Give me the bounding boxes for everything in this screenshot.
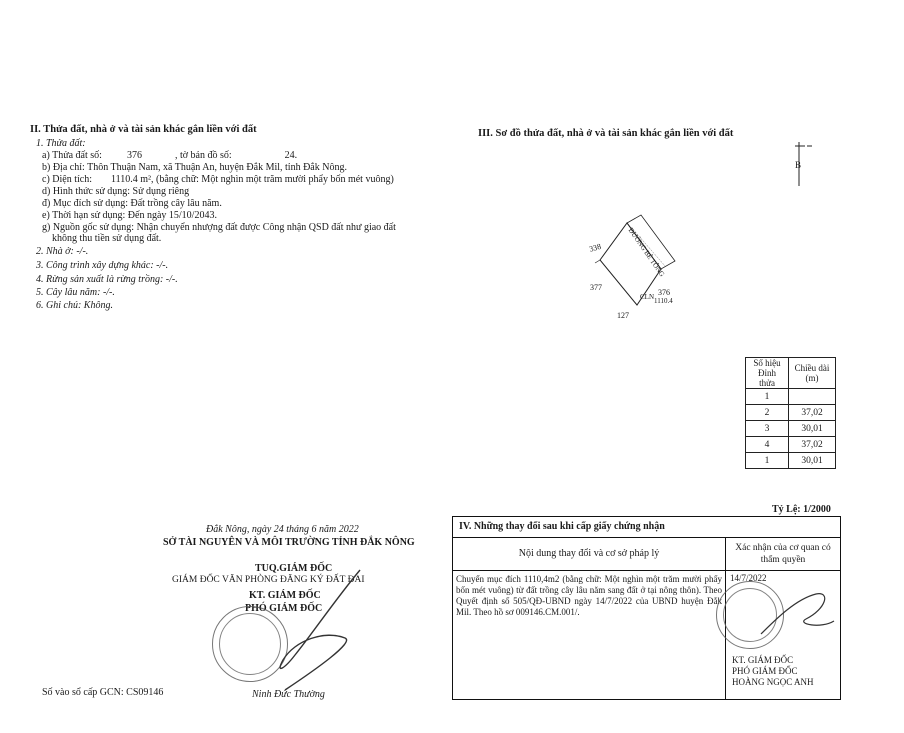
length-cell [789, 389, 836, 405]
signer-name: Ninh Đức Thường [252, 689, 325, 700]
signer-line-3: KT. GIÁM ĐỐC [249, 590, 321, 601]
column-authority-confirmation: Xác nhận của cơ quan có thẩm quyền [735, 543, 831, 565]
vertex-cell: 2 [746, 405, 789, 421]
scale-label: Tỷ Lệ: 1/2000 [772, 504, 831, 515]
usage-purpose-line: đ) Mục đích sử dụng: Đất trồng cây lâu năm. [42, 198, 222, 209]
table-row [746, 421, 836, 437]
table-row [746, 405, 836, 421]
forest-item: 4. Rừng sản xuất là rừng trồng: -/-. [36, 274, 178, 285]
length-cell: 37,02 [789, 405, 836, 421]
area-line [42, 174, 394, 185]
perennial-item: 5. Cây lâu năm: -/-. [36, 287, 115, 298]
header-length: Chiều dài (m) [789, 358, 836, 389]
signer-line-2: GIÁM ĐỐC VĂN PHÒNG ĐĂNG KÝ ĐẤT ĐAI [172, 575, 365, 585]
section-4-body [453, 571, 840, 699]
issuing-authority: SỞ TÀI NGUYÊN VÀ MÔI TRƯỜNG TỈNH ĐẮK NÔNG [163, 537, 415, 548]
issue-date: Đắk Nông, ngày 24 tháng 6 năm 2022 [206, 524, 359, 535]
edge-table-header [746, 358, 836, 389]
section-4-columns [453, 538, 840, 571]
table-row [746, 389, 836, 405]
length-cell: 30,01 [789, 421, 836, 437]
neighbor-line [595, 260, 600, 263]
parcel-number: 376 [126, 150, 142, 161]
parcel-number-line [42, 150, 297, 161]
label-parcel-376: 376 [658, 288, 670, 297]
section-4-title: IV. Những thay đổi sau khi cấp giấy chứng nhận [453, 517, 840, 538]
usage-form-line: d) Hình thức sử dụng: Sử dụng riêng [42, 186, 190, 197]
label-cln: CLN [640, 293, 654, 301]
parcel-number-label: a) Thửa đất số: [42, 150, 102, 161]
usage-term-line: e) Thời hạn sử dụng: Đến ngày 15/10/2043. [42, 210, 217, 221]
right-signer-line-1: KT. GIÁM ĐỐC [732, 655, 794, 665]
change-content-text: Chuyển mục đích 1110,4m2 (bằng chữ: Một nghìn một trăm mười phẩy bốn mét vuông) từ đất trồng cây lâu năm sang đất ở tại nông thôn). Theo Quyết định số 505/QĐ-UBND ngày 14/7/2022 của UBND huyện Đắk Mil. Theo hồ sơ 009146.CM.001/. [453, 571, 726, 699]
signer-line-1: TUQ.GIÁM ĐỐC [255, 563, 333, 574]
length-cell: 30,01 [789, 453, 836, 469]
parcel-diagram-svg [585, 205, 705, 325]
table-row [746, 453, 836, 469]
label-338: 338 [588, 241, 603, 254]
area-value: 1110.4 m², (bằng chữ: Một nghìn một trăm mười phẩy bốn mét vuông) [110, 174, 394, 185]
edge-table [745, 357, 836, 469]
vertex-cell: 1 [746, 453, 789, 469]
road-label: ĐƯỜNG BÊ TÔNG [626, 226, 667, 279]
signer-line-4: PHÓ GIÁM ĐỐC [245, 603, 323, 614]
handwritten-signature-left [255, 560, 375, 700]
table-row [746, 437, 836, 453]
handwritten-signature-right [756, 579, 836, 649]
label-127: 127 [617, 311, 629, 320]
column-change-content: Nội dung thay đổi và cơ sở pháp lý [453, 538, 726, 570]
label-parcel-area: 1110.4 [654, 297, 673, 305]
authority-confirmation-cell [726, 571, 840, 699]
area-label: c) Diện tích: [42, 174, 92, 185]
address-line: b) Địa chỉ: Thôn Thuận Nam, xã Thuận An, huyện Đắk Mil, tỉnh Đắk Nông. [42, 162, 347, 173]
house-item: 2. Nhà ở: -/-. [36, 246, 89, 257]
header-vertex: Số hiệu Đỉnh thửa [746, 358, 789, 389]
right-signer-line-2: PHÓ GIÁM ĐỐC [732, 666, 798, 676]
section-4-box [452, 516, 841, 700]
map-sheet-label: , tờ bản đồ số: [174, 150, 232, 161]
note-item: 6. Ghi chú: Không. [36, 300, 113, 311]
vertex-cell: 3 [746, 421, 789, 437]
north-label: B [795, 160, 802, 170]
vertex-cell: 4 [746, 437, 789, 453]
gcn-registry-number: Số vào sổ cấp GCN: CS09146 [42, 687, 164, 698]
parcel-heading: 1. Thửa đất: [36, 138, 86, 149]
section-2-title: II. Thửa đất, nhà ở và tài sản khác gắn liền với đất [30, 124, 257, 135]
origin-line-1: g) Nguồn gốc sử dụng: Nhận chuyển nhượng đất được Công nhận QSD đất như giao đất [42, 222, 396, 233]
map-sheet-number: 24. [284, 150, 298, 161]
section-3-title: III. Sơ đồ thửa đất, nhà ở và tài sản khác gắn liền với đất [478, 128, 734, 139]
confirmation-date: 14/7/2022 [730, 573, 767, 583]
vertex-cell: 1 [746, 389, 789, 405]
construction-item: 3. Công trình xây dựng khác: -/-. [36, 260, 169, 271]
origin-line-2: không thu tiền sử dụng đất. [52, 233, 162, 244]
length-cell: 37,02 [789, 437, 836, 453]
label-377: 377 [590, 283, 602, 292]
parcel-diagram [585, 205, 705, 325]
right-signer-name: HOÀNG NGỌC ANH [732, 677, 814, 687]
